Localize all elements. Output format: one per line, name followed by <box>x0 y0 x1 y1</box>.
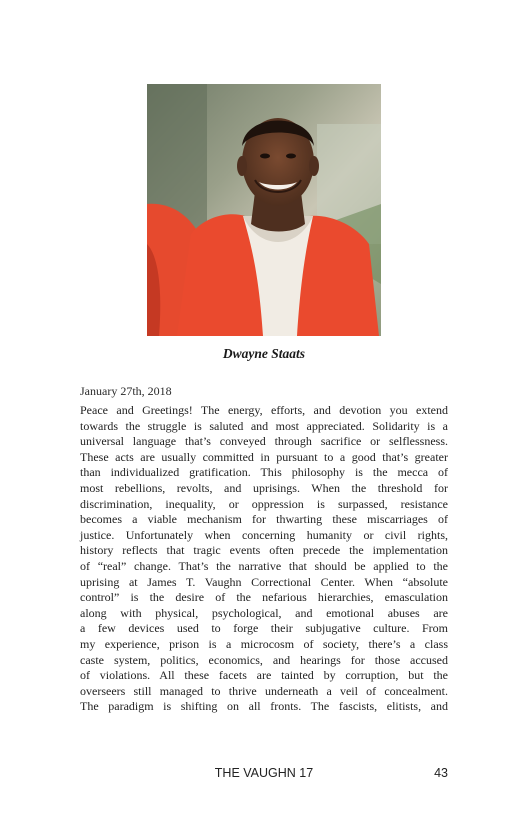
body-line: my experience, prison is a microcosm of society, there’s a class <box>80 636 448 651</box>
portrait-photo <box>147 84 381 336</box>
body-line: becomes a viable mechanism for thwarting these miscarriages of <box>80 512 448 527</box>
page-number: 43 <box>434 766 448 780</box>
body-line: justice. Unfortunately when concerning humanity or civil rights, <box>80 527 448 542</box>
body-line: These acts are usually committed in pursuant to a good that’s greater <box>80 449 448 464</box>
body-line: uprising at James T. Vaughn Correctional Center. When “absolute <box>80 574 448 589</box>
body-line: of violations. All these facets are tainted by corruption, but the <box>80 668 448 683</box>
portrait-illustration <box>147 84 381 336</box>
body-line: towards the struggle is saluted and most appreciated. Solidarity is a <box>80 418 448 433</box>
body-line: universal language that’s conveyed through sacrifice or selflessness. <box>80 434 448 449</box>
body-line: most rebellions, revolts, and uprisings. When the threshold for <box>80 480 448 495</box>
body-line: caste system, politics, economics, and hearings for those accused <box>80 652 448 667</box>
body-line: Peace and Greetings! The energy, efforts, and devotion you extend <box>80 403 448 417</box>
body-line: overseers still managed to thrive underneath a veil of concealment. <box>80 683 448 698</box>
body-line: than individualized gratification. This philosophy is the mecca of <box>80 465 448 480</box>
letter-date: January 27th, 2018 <box>80 384 172 398</box>
photo-caption: Dwayne Staats <box>222 346 306 361</box>
body-line: of “real” change. That’s the narrative that should be applied to the <box>80 558 448 573</box>
body-line: history reflects that tragic events often precede the implementation <box>80 543 448 558</box>
body-line: along with physical, psychological, and emotional abuses are <box>80 605 448 620</box>
body-line: discrimination, inequality, or oppression is surpassed, resistance <box>80 496 448 511</box>
body-line: The paradigm is shifting on all fronts. The fascists, elitists, and <box>80 699 448 714</box>
letter-body <box>80 403 448 715</box>
body-line: control” is the desire of the nefarious hierarchies, emasculation <box>80 590 448 605</box>
body-line: a few devices used to forge their subjugative culture. From <box>80 621 448 636</box>
running-footer-title: THE VAUGHN 17 <box>214 766 314 780</box>
